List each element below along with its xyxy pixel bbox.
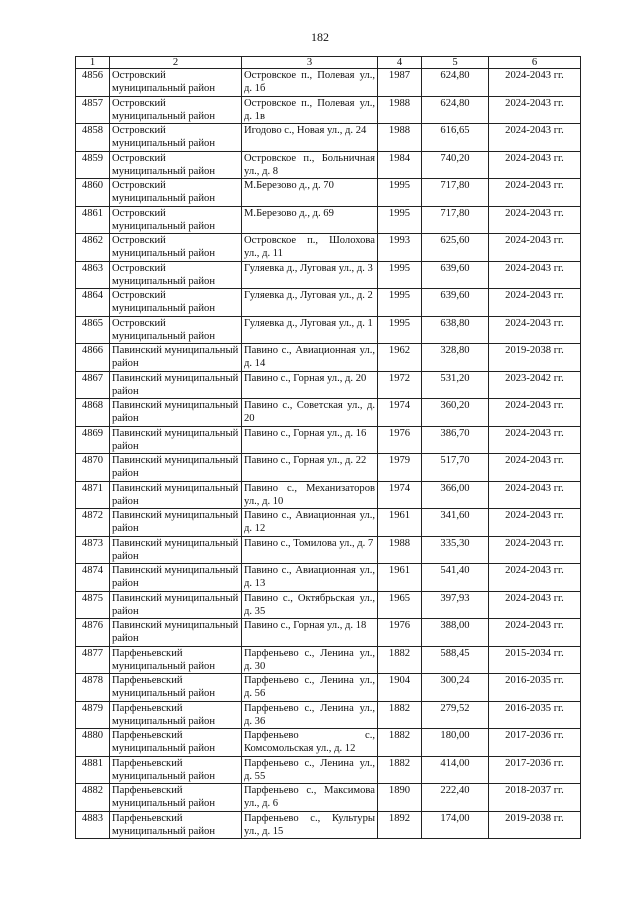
area-cell: 624,80 (422, 69, 489, 97)
row-number-cell: 4878 (76, 674, 110, 702)
address-cell: Павино с., Томилова ул., д. 7 (242, 536, 378, 564)
district-cell: Островский муниципальный район (110, 124, 242, 152)
table-row (76, 179, 581, 207)
table-row (76, 701, 581, 729)
row-number-cell: 4859 (76, 151, 110, 179)
address-cell: Павино с., Советская ул., д. 20 (242, 399, 378, 427)
area-cell: 531,20 (422, 371, 489, 399)
year-cell: 1972 (378, 371, 422, 399)
period-cell: 2024-2043 гг. (489, 234, 581, 262)
table-row (76, 234, 581, 262)
year-cell: 1974 (378, 399, 422, 427)
address-cell: Парфеньево с., Ленина ул., д. 56 (242, 674, 378, 702)
row-number-cell: 4876 (76, 619, 110, 647)
period-cell: 2023-2042 гг. (489, 371, 581, 399)
table-row (76, 289, 581, 317)
row-number-cell: 4863 (76, 261, 110, 289)
table-row (76, 151, 581, 179)
table-row (76, 399, 581, 427)
period-cell: 2024-2043 гг. (489, 399, 581, 427)
header-col-6: 6 (489, 57, 581, 69)
row-number-cell: 4874 (76, 564, 110, 592)
address-cell: Парфеньево с., Максимова ул., д. 6 (242, 784, 378, 812)
district-cell: Павинский муниципальный район (110, 591, 242, 619)
area-cell: 300,24 (422, 674, 489, 702)
district-cell: Островский муниципальный район (110, 206, 242, 234)
period-cell: 2024-2043 гг. (489, 151, 581, 179)
address-cell: Игодово с., Новая ул., д. 24 (242, 124, 378, 152)
header-col-4: 4 (378, 57, 422, 69)
row-number-cell: 4866 (76, 344, 110, 372)
period-cell: 2024-2043 гг. (489, 289, 581, 317)
area-cell: 222,40 (422, 784, 489, 812)
period-cell: 2015-2034 гг. (489, 646, 581, 674)
area-cell: 328,80 (422, 344, 489, 372)
district-cell: Павинский муниципальный район (110, 619, 242, 647)
address-cell: Парфеньево с., Комсомольская ул., д. 12 (242, 729, 378, 757)
row-number-cell: 4867 (76, 371, 110, 399)
year-cell: 1976 (378, 619, 422, 647)
area-cell: 717,80 (422, 206, 489, 234)
area-cell: 180,00 (422, 729, 489, 757)
address-cell: Павино с., Горная ул., д. 20 (242, 371, 378, 399)
year-cell: 1904 (378, 674, 422, 702)
year-cell: 1988 (378, 536, 422, 564)
area-cell: 639,60 (422, 289, 489, 317)
district-cell: Островский муниципальный район (110, 261, 242, 289)
table-row (76, 454, 581, 482)
table-row (76, 756, 581, 784)
period-cell: 2024-2043 гг. (489, 316, 581, 344)
address-cell: Павино с., Горная ул., д. 18 (242, 619, 378, 647)
row-number-cell: 4879 (76, 701, 110, 729)
district-cell: Парфеньевский муниципальный район (110, 784, 242, 812)
year-cell: 1965 (378, 591, 422, 619)
row-number-cell: 4856 (76, 69, 110, 97)
district-cell: Островский муниципальный район (110, 96, 242, 124)
district-cell: Павинский муниципальный район (110, 371, 242, 399)
period-cell: 2018-2037 гг. (489, 784, 581, 812)
table-row (76, 261, 581, 289)
address-cell: Гуляевка д., Луговая ул., д. 1 (242, 316, 378, 344)
area-cell: 366,00 (422, 481, 489, 509)
district-cell: Островский муниципальный район (110, 289, 242, 317)
address-cell: Островское п., Полевая ул., д. 1в (242, 96, 378, 124)
year-cell: 1995 (378, 289, 422, 317)
row-number-cell: 4882 (76, 784, 110, 812)
header-col-5: 5 (422, 57, 489, 69)
period-cell: 2019-2038 гг. (489, 344, 581, 372)
address-cell: Гуляевка д., Луговая ул., д. 2 (242, 289, 378, 317)
area-cell: 639,60 (422, 261, 489, 289)
period-cell: 2016-2035 гг. (489, 674, 581, 702)
period-cell: 2024-2043 гг. (489, 509, 581, 537)
header-col-1: 1 (76, 57, 110, 69)
table-row (76, 564, 581, 592)
period-cell: 2024-2043 гг. (489, 206, 581, 234)
year-cell: 1988 (378, 124, 422, 152)
row-number-cell: 4875 (76, 591, 110, 619)
area-cell: 386,70 (422, 426, 489, 454)
row-number-cell: 4872 (76, 509, 110, 537)
address-cell: Павино с., Октябрьская ул., д. 35 (242, 591, 378, 619)
year-cell: 1988 (378, 96, 422, 124)
table-row (76, 591, 581, 619)
table-row (76, 316, 581, 344)
district-cell: Павинский муниципальный район (110, 344, 242, 372)
row-number-cell: 4877 (76, 646, 110, 674)
table-row (76, 426, 581, 454)
period-cell: 2019-2038 гг. (489, 811, 581, 839)
row-number-cell: 4873 (76, 536, 110, 564)
page-number: 182 (311, 30, 329, 44)
year-cell: 1979 (378, 454, 422, 482)
table-row (76, 124, 581, 152)
area-cell: 174,00 (422, 811, 489, 839)
table-row (76, 619, 581, 647)
row-number-cell: 4864 (76, 289, 110, 317)
district-cell: Павинский муниципальный район (110, 399, 242, 427)
district-cell: Павинский муниципальный район (110, 454, 242, 482)
area-cell: 625,60 (422, 234, 489, 262)
district-cell: Парфеньевский муниципальный район (110, 646, 242, 674)
area-cell: 717,80 (422, 179, 489, 207)
area-cell: 397,93 (422, 591, 489, 619)
district-cell: Парфеньевский муниципальный район (110, 756, 242, 784)
address-cell: Павино с., Авиационная ул., д. 12 (242, 509, 378, 537)
table-row (76, 371, 581, 399)
area-cell: 341,60 (422, 509, 489, 537)
period-cell: 2024-2043 гг. (489, 96, 581, 124)
area-cell: 638,80 (422, 316, 489, 344)
year-cell: 1961 (378, 509, 422, 537)
district-cell: Парфеньевский муниципальный район (110, 811, 242, 839)
area-cell: 616,65 (422, 124, 489, 152)
row-number-cell: 4869 (76, 426, 110, 454)
district-cell: Павинский муниципальный район (110, 426, 242, 454)
district-cell: Парфеньевский муниципальный район (110, 729, 242, 757)
address-cell: Островское п., Полевая ул., д. 1б (242, 69, 378, 97)
table-row (76, 206, 581, 234)
district-cell: Островский муниципальный район (110, 316, 242, 344)
address-cell: Парфеньево с., Ленина ул., д. 36 (242, 701, 378, 729)
address-cell: Парфеньево с., Культуры ул., д. 15 (242, 811, 378, 839)
housing-registry-table (75, 56, 581, 839)
row-number-cell: 4865 (76, 316, 110, 344)
year-cell: 1882 (378, 729, 422, 757)
area-cell: 588,45 (422, 646, 489, 674)
year-cell: 1882 (378, 646, 422, 674)
district-cell: Павинский муниципальный район (110, 509, 242, 537)
row-number-cell: 4857 (76, 96, 110, 124)
year-cell: 1976 (378, 426, 422, 454)
district-cell: Парфеньевский муниципальный район (110, 701, 242, 729)
district-cell: Павинский муниципальный район (110, 536, 242, 564)
address-cell: Парфеньево с., Ленина ул., д. 55 (242, 756, 378, 784)
table-row (76, 481, 581, 509)
period-cell: 2017-2036 гг. (489, 729, 581, 757)
row-number-cell: 4861 (76, 206, 110, 234)
table-header-row (76, 57, 581, 69)
period-cell: 2024-2043 гг. (489, 69, 581, 97)
table-row (76, 674, 581, 702)
district-cell: Островский муниципальный район (110, 234, 242, 262)
year-cell: 1961 (378, 564, 422, 592)
area-cell: 388,00 (422, 619, 489, 647)
header-col-2: 2 (110, 57, 242, 69)
row-number-cell: 4880 (76, 729, 110, 757)
area-cell: 360,20 (422, 399, 489, 427)
period-cell: 2024-2043 гг. (489, 564, 581, 592)
address-cell: Островское п., Шолохова ул., д. 11 (242, 234, 378, 262)
district-cell: Павинский муниципальный район (110, 481, 242, 509)
district-cell: Островский муниципальный район (110, 151, 242, 179)
period-cell: 2024-2043 гг. (489, 124, 581, 152)
year-cell: 1962 (378, 344, 422, 372)
period-cell: 2017-2036 гг. (489, 756, 581, 784)
year-cell: 1974 (378, 481, 422, 509)
row-number-cell: 4883 (76, 811, 110, 839)
year-cell: 1984 (378, 151, 422, 179)
area-cell: 279,52 (422, 701, 489, 729)
district-cell: Парфеньевский муниципальный район (110, 674, 242, 702)
year-cell: 1987 (378, 69, 422, 97)
table-row (76, 344, 581, 372)
table-row (76, 811, 581, 839)
period-cell: 2024-2043 гг. (489, 454, 581, 482)
table-row (76, 784, 581, 812)
year-cell: 1995 (378, 206, 422, 234)
year-cell: 1995 (378, 179, 422, 207)
period-cell: 2016-2035 гг. (489, 701, 581, 729)
year-cell: 1890 (378, 784, 422, 812)
period-cell: 2024-2043 гг. (489, 481, 581, 509)
address-cell: Островское п., Больничная ул., д. 8 (242, 151, 378, 179)
district-cell: Островский муниципальный район (110, 179, 242, 207)
year-cell: 1995 (378, 316, 422, 344)
year-cell: 1995 (378, 261, 422, 289)
row-number-cell: 4858 (76, 124, 110, 152)
year-cell: 1993 (378, 234, 422, 262)
period-cell: 2024-2043 гг. (489, 261, 581, 289)
table-body (76, 69, 581, 839)
row-number-cell: 4870 (76, 454, 110, 482)
row-number-cell: 4860 (76, 179, 110, 207)
district-cell: Островский муниципальный район (110, 69, 242, 97)
address-cell: М.Березово д., д. 70 (242, 179, 378, 207)
address-cell: Павино с., Горная ул., д. 22 (242, 454, 378, 482)
period-cell: 2024-2043 гг. (489, 179, 581, 207)
area-cell: 541,40 (422, 564, 489, 592)
address-cell: Гуляевка д., Луговая ул., д. 3 (242, 261, 378, 289)
address-cell: Парфеньево с., Ленина ул., д. 30 (242, 646, 378, 674)
year-cell: 1892 (378, 811, 422, 839)
table-row (76, 729, 581, 757)
row-number-cell: 4862 (76, 234, 110, 262)
area-cell: 517,70 (422, 454, 489, 482)
area-cell: 414,00 (422, 756, 489, 784)
year-cell: 1882 (378, 701, 422, 729)
period-cell: 2024-2043 гг. (489, 536, 581, 564)
row-number-cell: 4871 (76, 481, 110, 509)
period-cell: 2024-2043 гг. (489, 426, 581, 454)
row-number-cell: 4868 (76, 399, 110, 427)
table-row (76, 646, 581, 674)
table-row (76, 96, 581, 124)
area-cell: 624,80 (422, 96, 489, 124)
address-cell: Павино с., Горная ул., д. 16 (242, 426, 378, 454)
period-cell: 2024-2043 гг. (489, 619, 581, 647)
area-cell: 335,30 (422, 536, 489, 564)
area-cell: 740,20 (422, 151, 489, 179)
address-cell: Павино с., Авиационная ул., д. 13 (242, 564, 378, 592)
row-number-cell: 4881 (76, 756, 110, 784)
address-cell: Павино с., Механизаторов ул., д. 10 (242, 481, 378, 509)
table-row (76, 536, 581, 564)
period-cell: 2024-2043 гг. (489, 591, 581, 619)
district-cell: Павинский муниципальный район (110, 564, 242, 592)
table-row (76, 69, 581, 97)
year-cell: 1882 (378, 756, 422, 784)
header-col-3: 3 (242, 57, 378, 69)
address-cell: Павино с., Авиационная ул., д. 14 (242, 344, 378, 372)
table-row (76, 509, 581, 537)
address-cell: М.Березово д., д. 69 (242, 206, 378, 234)
